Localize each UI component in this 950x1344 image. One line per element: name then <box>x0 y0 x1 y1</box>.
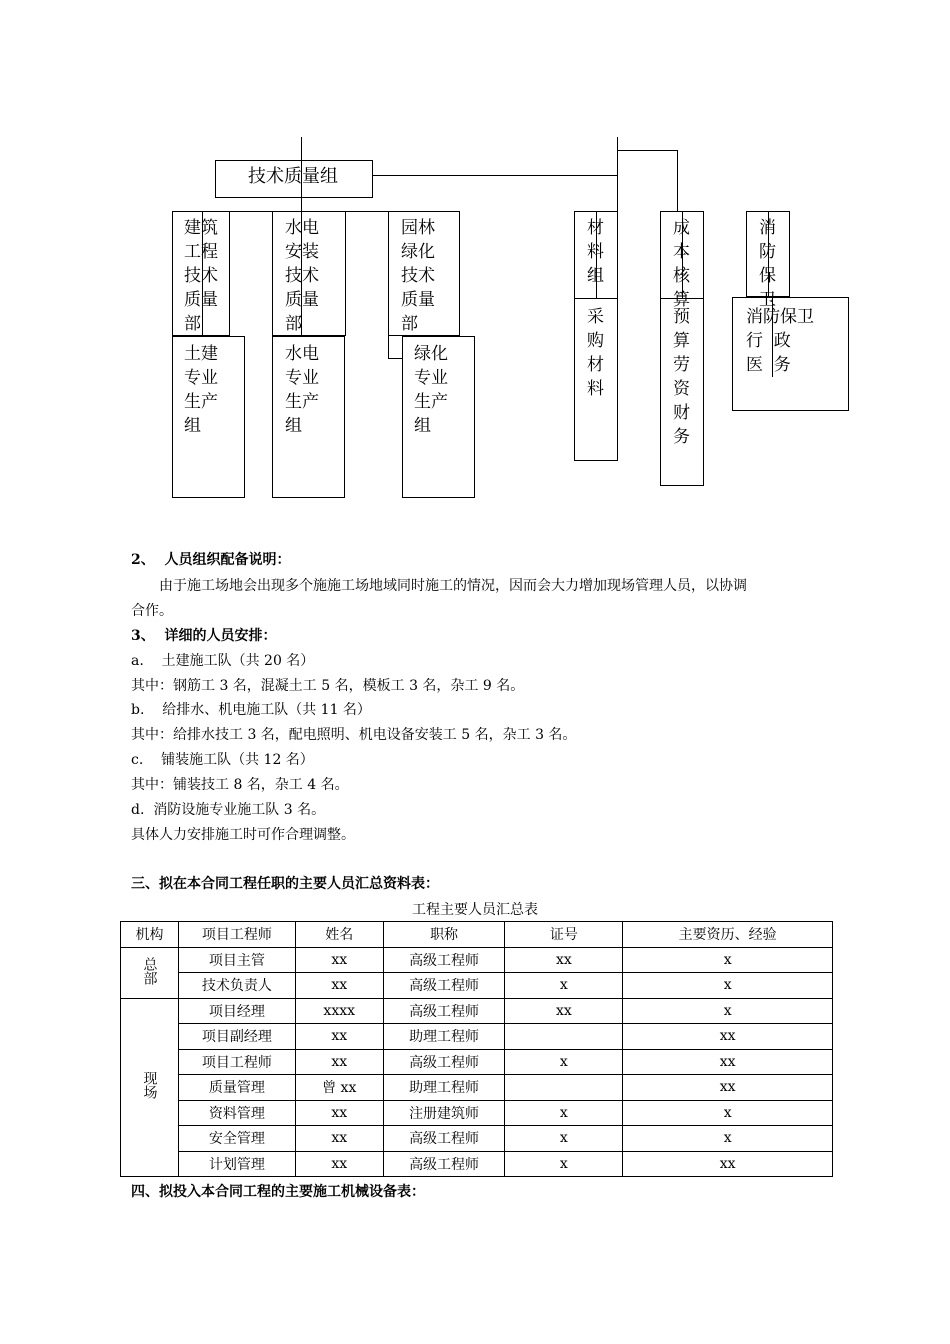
table-row <box>121 1126 833 1152</box>
group-label-site: 现场 <box>141 1071 158 1100</box>
table-cell: xx <box>295 1151 383 1177</box>
green-production-label: 绿化 专业 生产 组 <box>414 344 448 436</box>
budget-label: 预 算 劳 资 财 务 <box>673 307 690 447</box>
table-cell: 高级工程师 <box>383 1049 505 1075</box>
table-cell: x <box>623 1100 833 1126</box>
table-row <box>121 1075 833 1101</box>
header-cell: 机构 <box>121 922 179 948</box>
table-cell: 高级工程师 <box>383 998 505 1024</box>
cost-group-clip <box>661 212 703 310</box>
team-d: d. 消防设施专业施工队 3 名。 <box>131 802 326 818</box>
group-cell-site <box>121 998 179 1177</box>
table-cell: xx <box>623 1075 833 1101</box>
connector-line <box>372 175 617 176</box>
team-a-detail: 其中：钢筋工 3 名，混凝土工 5 名，模板工 3 名，杂工 9 名。 <box>131 678 525 694</box>
connector-line <box>677 150 678 212</box>
table-cell: x <box>505 973 623 999</box>
table-cell <box>505 1075 623 1101</box>
team-b-detail: 其中：给排水技工 3 名，配电照明、机电设备安装工 5 名，杂工 3 名。 <box>131 727 577 743</box>
material-group-label: 材 料 组 <box>587 218 604 286</box>
table-cell: x <box>505 1100 623 1126</box>
table-cell: x <box>623 1126 833 1152</box>
table-cell: 曾 xx <box>295 1075 383 1101</box>
table-cell: x <box>505 1151 623 1177</box>
section2-paragraph-line1: 由于施工场地会出现多个施施工场地域同时施工的情况，因而会大力增加现场管理人员，以协调 <box>159 578 747 594</box>
adjust-note: 具体人力安排施工时可作合理调整。 <box>131 827 355 843</box>
table-cell: 高级工程师 <box>383 973 505 999</box>
group-label-hq: 总部 <box>141 956 158 985</box>
table-row <box>121 947 833 973</box>
section2-paragraph-line2: 合作。 <box>131 603 173 619</box>
civil-tech-label: 建筑 工程 技术 质量 部 <box>184 218 218 334</box>
connector-line <box>617 150 677 151</box>
table-cell: 技术负责人 <box>178 973 295 999</box>
table-cell: 计划管理 <box>178 1151 295 1177</box>
table-row <box>121 1024 833 1050</box>
header-cell: 姓名 <box>295 922 383 948</box>
table-cell: 安全管理 <box>178 1126 295 1152</box>
header-cell: 职称 <box>383 922 505 948</box>
table-cell: 助理工程师 <box>383 1024 505 1050</box>
fire-detail-line1: 消防保卫 <box>746 307 814 327</box>
table-cell: 高级工程师 <box>383 947 505 973</box>
section-three-heading: 三、拟在本合同工程任职的主要人员汇总资料表： <box>131 876 439 892</box>
fire-detail-line2: 行 政 <box>746 331 791 351</box>
table-cell: x <box>623 947 833 973</box>
fire-group-clip <box>747 212 789 310</box>
table-cell: 助理工程师 <box>383 1075 505 1101</box>
table-cell: 项目副经理 <box>178 1024 295 1050</box>
table-cell: xx <box>295 1049 383 1075</box>
civil-production-label: 土建 专业 生产 组 <box>184 344 218 436</box>
table-cell: xx <box>623 1151 833 1177</box>
table-row <box>121 1049 833 1075</box>
table-cell: xx <box>295 947 383 973</box>
connector-line <box>388 358 402 359</box>
table-row <box>121 1100 833 1126</box>
connector-line <box>617 137 618 212</box>
staff-summary-table <box>120 921 833 1177</box>
tech-quality-group-label: 技术质量组 <box>248 166 338 187</box>
table-cell: 高级工程师 <box>383 1151 505 1177</box>
table-cell: xx <box>295 1126 383 1152</box>
purchase-label: 采 购 材 料 <box>587 307 604 399</box>
table-row <box>121 998 833 1024</box>
section3-heading: 3、 详细的人员安排： <box>131 628 277 644</box>
table-cell: xx <box>623 1024 833 1050</box>
table-cell: 高级工程师 <box>383 1126 505 1152</box>
table-cell: 项目工程师 <box>178 1049 295 1075</box>
table-cell: x <box>505 1126 623 1152</box>
header-cell: 主要资历、经验 <box>623 922 833 948</box>
table-cell: 注册建筑师 <box>383 1100 505 1126</box>
table-row <box>121 973 833 999</box>
table-header-row <box>121 922 833 948</box>
table-cell: xx <box>295 1100 383 1126</box>
table-caption: 工程主要人员汇总表 <box>412 902 538 918</box>
team-c: c. 铺装施工队（共 12 名） <box>131 752 314 768</box>
table-cell <box>505 1024 623 1050</box>
table-cell: xx <box>505 998 623 1024</box>
table-cell: x <box>623 998 833 1024</box>
table-cell: xx <box>295 973 383 999</box>
table-cell: 资料管理 <box>178 1100 295 1126</box>
table-cell: 质量管理 <box>178 1075 295 1101</box>
water-tech-label: 水电 安装 技术 质量 部 <box>285 218 319 334</box>
fire-detail-line3: 医 务 <box>746 355 791 375</box>
table-cell: x <box>505 1049 623 1075</box>
table-cell: 项目主管 <box>178 947 295 973</box>
header-cell: 项目工程师 <box>178 922 295 948</box>
section2-heading: 2、 人员组织配备说明： <box>131 552 291 568</box>
cost-group-label: 成 本 核 算 <box>673 218 690 310</box>
table-cell: x <box>623 973 833 999</box>
group-cell-hq <box>121 947 179 998</box>
table-row <box>121 1151 833 1177</box>
water-production-label: 水电 专业 生产 组 <box>285 344 319 436</box>
table-cell: 项目经理 <box>178 998 295 1024</box>
table-cell: xx <box>505 947 623 973</box>
team-b: b. 给排水、机电施工队（共 11 名） <box>131 702 371 718</box>
header-cell: 证号 <box>505 922 623 948</box>
fire-group-label: 消 防 保 卫 <box>759 218 776 310</box>
table-cell: xx <box>295 1024 383 1050</box>
garden-tech-label: 园林 绿化 技术 质量 部 <box>401 218 435 334</box>
table-cell: xx <box>623 1049 833 1075</box>
table-cell: xxxx <box>295 998 383 1024</box>
team-a: a. 土建施工队（共 20 名） <box>131 653 315 669</box>
team-c-detail: 其中：铺装技工 8 名，杂工 4 名。 <box>131 777 349 793</box>
section-four-heading: 四、拟投入本合同工程的主要施工机械设备表： <box>131 1184 425 1200</box>
